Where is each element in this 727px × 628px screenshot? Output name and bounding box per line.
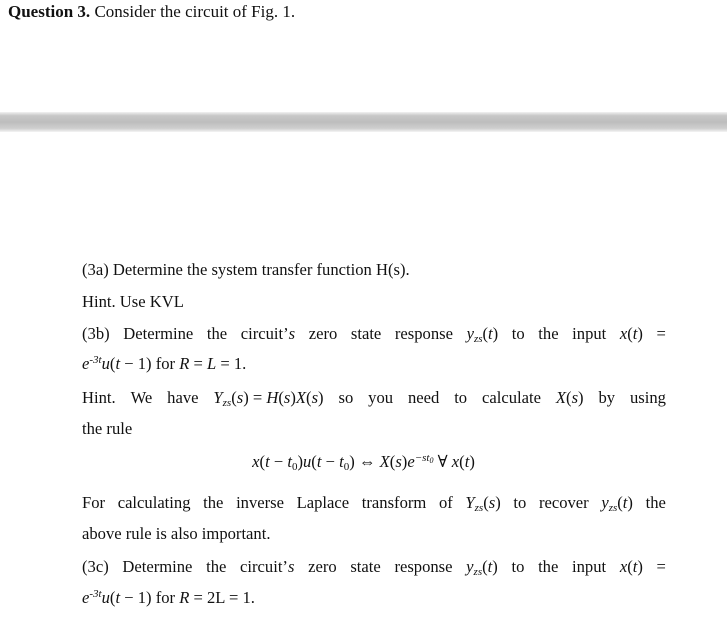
- part-b-line-1-word: response: [394, 324, 453, 343]
- part-c-line-1-word: Determine: [122, 557, 193, 576]
- question-header-area: [0, 0, 727, 112]
- inverse-laplace-line-1-word: Laplace: [296, 493, 350, 512]
- part-b-line-1-word: input: [572, 324, 607, 343]
- part-c-line-1-word: $y_{zs}(t)$: [466, 557, 498, 578]
- part-b-hint-line-2: the rule: [82, 419, 133, 438]
- part-b-line-1-word: the: [206, 324, 228, 343]
- inverse-laplace-line-2: above rule is also important.: [82, 524, 271, 543]
- part-b-hint-line-1-word: you: [368, 388, 394, 407]
- inverse-laplace-line-1-word: recover: [538, 493, 589, 512]
- inverse-laplace-line-1-word: For: [82, 493, 106, 512]
- part-c-line-1-word: =: [656, 557, 666, 576]
- part-b-line-1-word: the: [538, 324, 559, 343]
- inverse-laplace-line-1-word: $y_{zs}(t)$: [601, 493, 633, 514]
- part-c-line-1-word: (3c): [82, 557, 109, 576]
- part-b-hint-line-1-word: $Y_{zs}(s) = H(s)X(s)$: [213, 388, 324, 409]
- shift-rule-formula: x(t − t0)u(t − t0) ⇔ $X(s)e^{-st0}$ ∀ x(t): [252, 452, 475, 473]
- inverse-laplace-line-1-word: to: [513, 493, 527, 512]
- part-c-line-1-word: state: [350, 557, 381, 576]
- part-b-hint-line-1-word: need: [407, 388, 440, 407]
- part-c-line-1-word: the: [206, 557, 227, 576]
- question-label: Question 3.: [8, 2, 91, 21]
- part-b-line-1-word: x(t): [619, 324, 643, 343]
- part-b-line-1-word: =: [656, 324, 666, 343]
- part-c-line-2: $e^{-3t}u(t - 1)$ for R = 2L = 1.: [82, 588, 255, 607]
- part-c-line-1-word: x(t): [619, 557, 643, 576]
- inverse-laplace-line-1-word: the: [203, 493, 224, 512]
- part-b-hint-line-1: [82, 388, 666, 409]
- inverse-laplace-line-1-word: transform: [361, 493, 427, 512]
- part-b-line-2: $e^{-3t}u(t - 1)$ for R = L = 1.: [82, 354, 247, 373]
- question-text: Consider the circuit of Fig. 1.: [94, 2, 296, 21]
- page-divider-band: [0, 112, 727, 132]
- part-c-line-1-word: to: [511, 557, 525, 576]
- part-b-hint-line-1-word: to: [454, 388, 468, 407]
- part-b-line-1-word: to: [511, 324, 525, 343]
- part-b-hint-line-1-word: so: [338, 388, 354, 407]
- part-b-hint-line-1-word: have: [167, 388, 199, 407]
- part-c-line-1-word: input: [572, 557, 607, 576]
- inverse-laplace-line-1-word: $Y_{zs}(s)$: [465, 493, 501, 514]
- part-b-line-1: [82, 324, 666, 345]
- part-a-hint: Hint. Use KVL: [82, 292, 184, 311]
- inverse-laplace-line-1-word: of: [438, 493, 453, 512]
- part-b-hint-line-1-word: calculate: [482, 388, 541, 407]
- part-b-line-1-word: Determine: [123, 324, 194, 343]
- inverse-laplace-line-1: [82, 493, 666, 514]
- inverse-laplace-line-1-word: inverse: [236, 493, 284, 512]
- part-b-line-1-word: zero: [308, 324, 338, 343]
- part-c-line-1: [82, 557, 666, 578]
- question-title: [8, 2, 295, 22]
- part-c-line-1-word: response: [394, 557, 453, 576]
- part-a-text: (3a) Determine the system transfer function H(s).: [82, 260, 410, 279]
- part-c-line-1-word: zero: [308, 557, 337, 576]
- inverse-laplace-line-1-word: the: [645, 493, 666, 512]
- part-c-line-1-word: the: [538, 557, 559, 576]
- part-b-line-1-word: state: [350, 324, 382, 343]
- part-c-line-1-word: circuit’s: [240, 557, 295, 576]
- part-b-line-1-word: (3b): [82, 324, 110, 343]
- question-body: [0, 132, 727, 628]
- part-b-line-1-word: $y_{zs}(t)$: [466, 324, 499, 345]
- part-b-hint-line-1-word: We: [130, 388, 153, 407]
- part-b-line-1-word: circuit’s: [240, 324, 296, 343]
- part-b-hint-line-1-word: X(s): [555, 388, 584, 407]
- inverse-laplace-line-1-word: calculating: [117, 493, 191, 512]
- part-b-hint-line-1-word: Hint.: [82, 388, 116, 407]
- part-b-hint-line-1-word: using: [629, 388, 666, 407]
- part-b-hint-line-1-word: by: [598, 388, 616, 407]
